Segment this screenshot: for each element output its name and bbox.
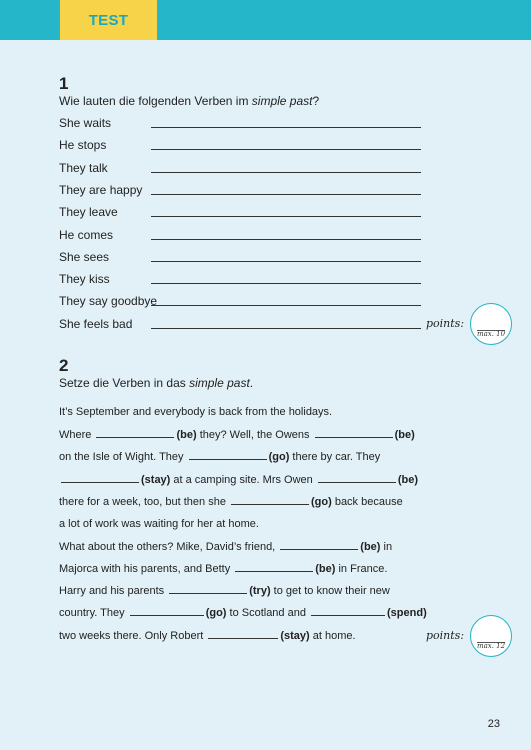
verb-hint: (be) (176, 429, 197, 441)
exercise-1-score-circle[interactable] (470, 303, 512, 345)
verb-prompt: She feels bad (59, 316, 133, 331)
blank-gap[interactable] (130, 614, 204, 616)
text-segment: at a camping site. Mrs Owen (170, 473, 316, 486)
verb-hint: (stay) (280, 629, 310, 642)
exercise-2-max-points: max. 12 (476, 642, 506, 650)
text-segment: back because (331, 495, 403, 508)
blank-gap[interactable] (169, 592, 247, 594)
verb-prompt: They leave (59, 205, 118, 220)
verb-prompt: She waits (59, 116, 112, 130)
exercise-2-points-label: points: (426, 629, 465, 642)
verb-hint: (go) (268, 451, 290, 464)
verb-prompt: They kiss (59, 272, 110, 287)
text-segment: there for a week, too, but then she (59, 495, 229, 508)
text-segment: on the Isle of Wight. They (59, 451, 187, 464)
verb-hint: (be) (397, 473, 419, 486)
text-line (59, 630, 356, 642)
text-segment: they? Well, the Owens (196, 429, 313, 441)
exercise-1-number: 1 (59, 74, 69, 93)
text-line (59, 496, 403, 508)
text-segment: a lot of work was waiting for her at home. (59, 518, 259, 531)
answer-line[interactable] (151, 328, 421, 329)
test-tab-label: TEST (88, 11, 129, 29)
text-segment: Harry and his parents (59, 585, 168, 598)
blank-gap[interactable] (208, 637, 278, 639)
blank-gap[interactable] (315, 436, 393, 438)
text-segment: country. They (59, 607, 128, 620)
text-segment: What about the others? Mike, David’s friend, (59, 540, 279, 553)
answer-line[interactable] (151, 172, 421, 173)
answer-line[interactable] (151, 305, 421, 306)
verb-prompt: They are happy (59, 182, 143, 197)
text-line (59, 518, 259, 530)
instruction-text-end: . (249, 376, 254, 390)
verb-prompt: They talk (59, 160, 108, 175)
answer-line[interactable] (151, 194, 421, 195)
exercise-2-instruction (59, 376, 253, 390)
text-segment: there by car. They (289, 451, 381, 464)
text-segment: to Scotland and (226, 607, 310, 620)
answer-line[interactable] (151, 283, 421, 284)
text-line (59, 607, 427, 619)
blank-gap[interactable] (235, 570, 313, 572)
verb-hint: (stay) (141, 473, 171, 486)
blank-gap[interactable] (231, 503, 309, 505)
blank-gap[interactable] (189, 458, 267, 460)
text-line (59, 563, 387, 575)
text-segment: to get to know their new (270, 585, 390, 598)
verb-hint: (try) (249, 585, 271, 598)
instruction-text: Wie lauten die folgenden Verben im (59, 94, 252, 108)
answer-line[interactable] (151, 239, 421, 240)
text-line (59, 541, 392, 553)
text-line (59, 585, 390, 597)
verb-hint: (be) (315, 562, 336, 575)
exercise-1-instruction (59, 94, 319, 108)
text-segment: Where (59, 429, 95, 441)
answer-line[interactable] (151, 261, 421, 262)
answer-line[interactable] (151, 127, 421, 128)
verb-prompt: He stops (59, 138, 107, 153)
page-number: 23 (487, 718, 500, 730)
exercise-1-max-points: max. 10 (476, 330, 506, 338)
text-line (59, 451, 380, 463)
text-segment: in France. (335, 562, 388, 575)
blank-gap[interactable] (96, 436, 174, 438)
text-segment: Majorca with his parents, and Betty (59, 562, 234, 575)
instruction-text: Setze die Verben in das (59, 376, 190, 390)
verb-hint: (go) (205, 607, 227, 620)
verb-prompt: He comes (59, 227, 114, 242)
test-tab (60, 0, 157, 40)
text-line (59, 429, 415, 441)
blank-gap[interactable] (61, 481, 139, 483)
instruction-emphasis: simple past (189, 376, 250, 390)
verb-hint: (spend) (387, 607, 427, 620)
verb-prompt: She sees (59, 249, 110, 264)
verb-prompt: They say goodbye (59, 294, 158, 309)
instruction-emphasis: simple past (251, 94, 313, 108)
exercise-1-points-label: points: (426, 317, 465, 330)
blank-gap[interactable] (311, 614, 385, 616)
blank-gap[interactable] (318, 481, 396, 483)
text-segment: at home. (309, 629, 356, 642)
verb-hint: (go) (311, 495, 332, 508)
text-segment: two weeks there. Only Robert (59, 629, 207, 642)
blank-gap[interactable] (280, 548, 358, 550)
text-line (59, 474, 418, 486)
answer-line[interactable] (151, 149, 421, 150)
answer-line[interactable] (151, 216, 421, 217)
text-segment: in (380, 540, 393, 553)
instruction-text-end: ? (312, 94, 320, 108)
verb-hint: (be) (394, 429, 415, 441)
exercise-2-score-circle[interactable] (470, 615, 512, 657)
exercise-2-number: 2 (59, 356, 69, 375)
exercise-2-intro: It’s September and everybody is back from the holidays. (59, 406, 333, 418)
verb-hint: (be) (360, 540, 381, 553)
